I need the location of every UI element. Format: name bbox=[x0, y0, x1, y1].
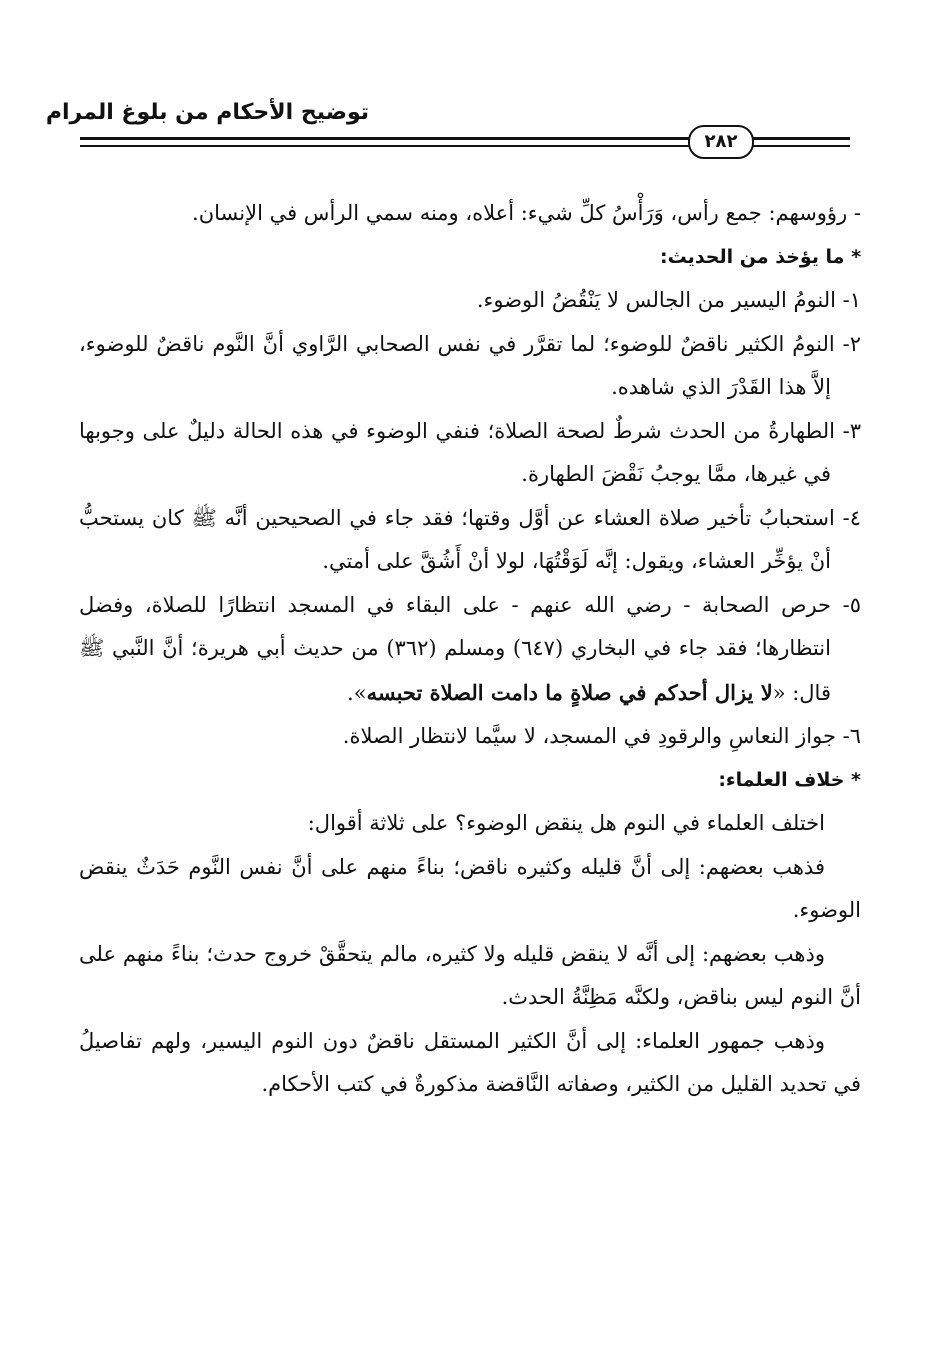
opinion-second: وذهب بعضهم: إلى أنَّه لا ينقض قليله ولا كثيره، مالم يتحقَّقْ خروج حدث؛ بناءً منهم على أنَّ النوم ليس بناقض، ولكنَّه مَظِنَّةُ الحدث. bbox=[79, 941, 861, 1009]
lesson-item-1: ١- النومُ اليسير من الجالس لا يَنْقُضُ الوضوء. bbox=[476, 288, 861, 312]
opinion-first: فذهب بعضهم: إلى أنَّ قليله وكثيره ناقض؛ بناءً منهم على أنَّ نفس النَّوم حَدَثٌ ينقض الوضوء. bbox=[79, 854, 861, 922]
lesson-item-5-end: ». bbox=[347, 680, 367, 705]
section-heading-disagreement: * خلاف العلماء: bbox=[718, 768, 861, 791]
hadith-quote: لا يزال أحدكم في صلاةٍ ما دامت الصلاة تحبسه bbox=[366, 679, 773, 705]
lesson-item-5-text: ٥- حرص الصحابة - رضي الله عنهم - على البقاء في المسجد انتظارًا للصلاة، وفضل انتظارها؛ فقد جاء في البخاري (٦٤٧) ومسلم (٣٦٢) من حديث أبي هريرة؛ أنَّ النَّبي ﷺ قال: « bbox=[79, 592, 861, 705]
lesson-item-2: ٢- النومُ الكثير ناقضٌ للوضوء؛ لما تقرَّر في نفس الصحابي الرَّاوي أنَّ النَّوم ناقضٌ للوضوء، إلاَّ هذا القَدْرَ الذي شاهده. bbox=[79, 331, 861, 399]
page-number: ٢٨٢ bbox=[688, 125, 754, 159]
lesson-item-5 bbox=[79, 584, 861, 716]
section-heading-lessons: * ما يؤخذ من الحديث: bbox=[659, 245, 861, 268]
opinion-majority: وذهب جمهور العلماء: إلى أنَّ الكثير المستقل ناقضٌ دون النوم اليسير، ولهم تفاصيلُ في تحديد القليل من الكثير، وصفاته النَّاقضة مذكورةٌ في كتب الأحكام. bbox=[79, 1028, 861, 1096]
lesson-item-6: ٦- جواز النعاسِ والرقودِ في المسجد، لا سيَّما لانتظار الصلاة. bbox=[342, 724, 861, 748]
page-body bbox=[79, 192, 861, 1107]
lesson-item-3: ٣- الطهارةُ من الحدث شرطٌ لصحة الصلاة؛ فنفي الوضوء في هذه الحالة دليلٌ على وجوبها في غيرها، ممَّا يوجبُ نَقْضَ الطهارة. bbox=[79, 418, 861, 486]
disagreement-intro: اختلف العلماء في النوم هل ينقض الوضوء؟ على ثلاثة أقوال: bbox=[307, 811, 825, 835]
lesson-item-4: ٤- استحبابُ تأخير صلاة العشاء عن أوَّل وقتها؛ فقد جاء في الصحيحين أنَّه ﷺ كان يستحبُّ أنْ يؤخِّر العشاء، ويقول: إنَّه لَوَقْتُهَا، لولا أنْ أَشُقَّ على أمتي. bbox=[79, 505, 861, 573]
running-header-title: توضيح الأحكام من بلوغ المرام bbox=[45, 100, 369, 125]
definition-paragraph: - رؤوسهم: جمع رأس، وَرَأْسُ كلِّ شيء: أعلاه، ومنه سمي الرأس في الإنسان. bbox=[192, 201, 861, 225]
